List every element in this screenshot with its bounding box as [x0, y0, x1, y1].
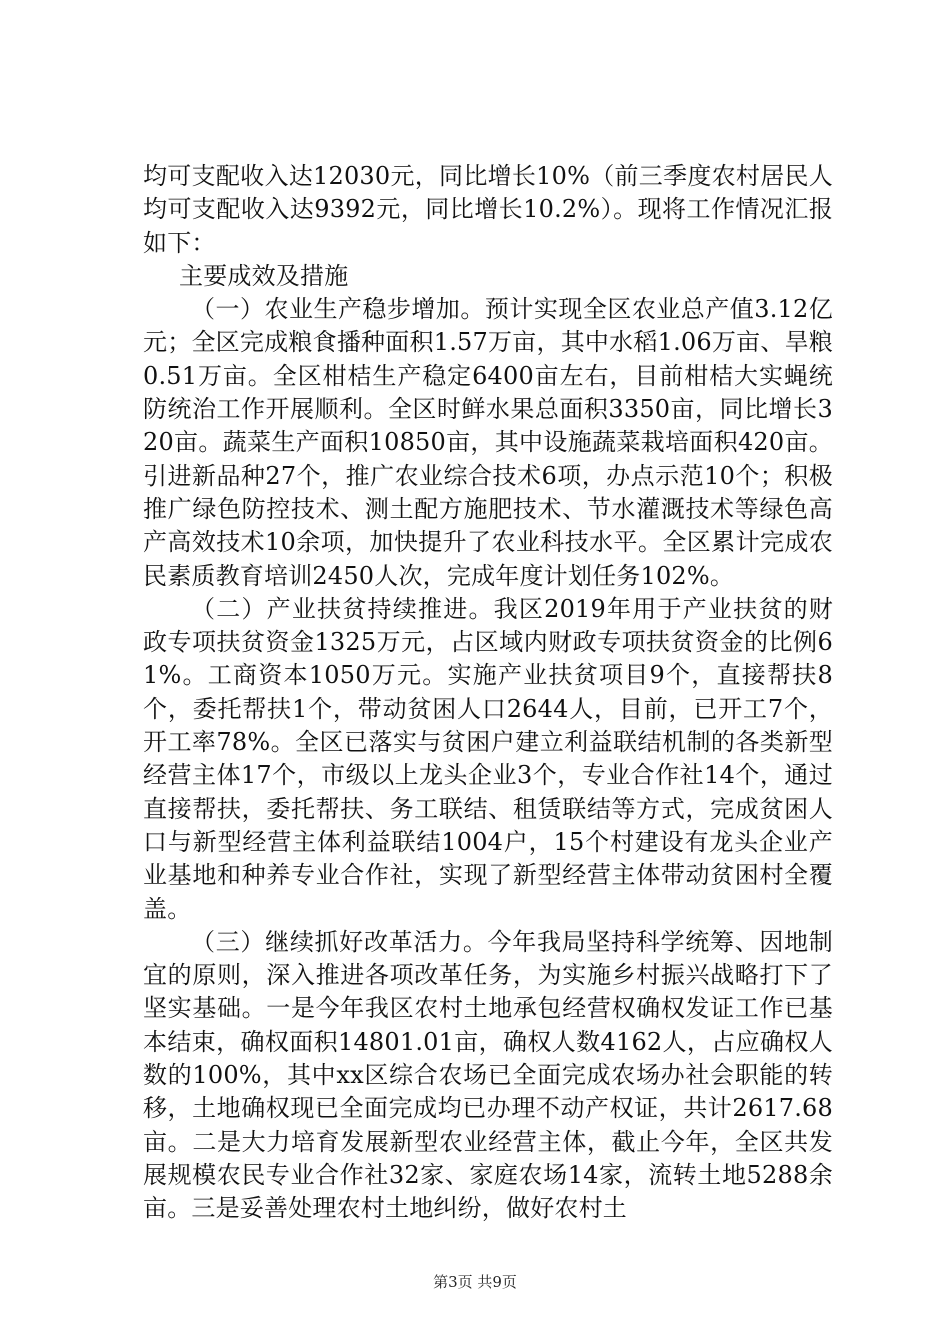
paragraph-agriculture-production: （一）农业生产稳步增加。预计实现全区农业总产值3.12亿元；全区完成粮食播种面积1.57万亩，其中水稻1.06万亩、旱粮0.51万亩。全区柑桔生产稳定6400亩左右，目前柑桔大实蝇统防统治工作开展顺利。全区时鲜水果总面积3350亩，同比增长320亩。蔬菜生产面积10850亩，其中设施蔬菜栽培面积420亩。引进新品种27个，推广农业综合技术6项，办点示范10个；积极推广绿色防控技术、测土配方施肥技术、节水灌溉技术等绿色高产高效技术10余项，加快提升了农业科技水平。全区累计完成农民素质教育培训2450人次，完成年度计划任务102%。 — [143, 295, 833, 590]
paragraph-income-summary: 均可支配收入达12030元，同比增长10%（前三季度农村居民人均可支配收入达9392元，同比增长10.2%）。现将工作情况汇报如下： — [143, 162, 833, 257]
page-footer: 第3页 共9页 — [433, 1273, 517, 1291]
paragraph-industry-poverty-alleviation: （二）产业扶贫持续推进。我区2019年用于产业扶贫的财政专项扶贫资金1325万元，占区域内财政专项扶贫资金的比例61%。工商资本1050万元。实施产业扶贫项目9个，直接帮扶8个，委托帮扶1个，带动贫困人口2644人，目前，已开工7个，开工率78%。全区已落实与贫困户建立利益联结机制的各类新型经营主体17个，市级以上龙头企业3个，专业合作社14个，通过直接帮扶，委托帮扶、务工联结、租赁联结等方式，完成贫困人口与新型经营主体利益联结1004户，15个村建设有龙头企业产业基地和种养专业合作社，实现了新型经营主体带动贫困村全覆盖。 — [143, 594, 833, 923]
section-heading-main-results: 主要成效及措施 — [179, 261, 349, 290]
paragraph-reform-vitality: （三）继续抓好改革活力。今年我局坚持科学统筹、因地制宜的原则，深入推进各项改革任务，为实施乡村振兴战略打下了坚实基础。一是今年我区农村土地承包经营权确权发证工作已基本结束，确权面积14801.01亩，确权人数4162人，占应确权人数的100%，其中xx区综合农场已全面完成农场办社会职能的转移，土地确权现已全面完成均已办理不动产权证，共计2617.68亩。二是大力培育发展新型农业经营主体，截止今年，全区共发展规模农民专业合作社32家、家庭农场14家，流转土地5288余亩。三是妥善处理农村土地纠纷，做好农村土 — [143, 927, 833, 1223]
document-body — [143, 160, 833, 1226]
